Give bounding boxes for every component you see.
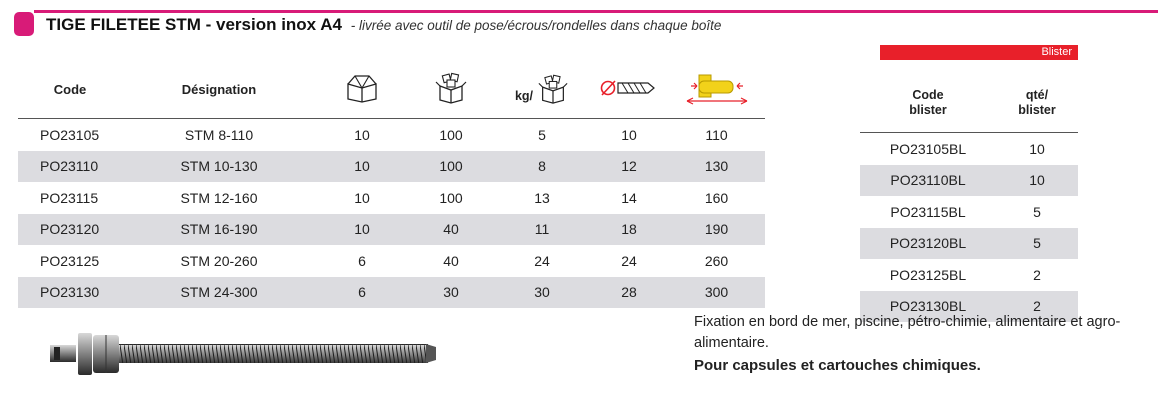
title-bar xyxy=(14,10,1158,38)
carton-icon xyxy=(434,72,468,104)
row-carton: 100 xyxy=(439,189,463,206)
blister-qty: 2 xyxy=(1033,266,1041,283)
row-designation: STM 8-110 xyxy=(184,126,254,143)
header-blister-code-line2: blister xyxy=(909,103,947,117)
row-carton: 30 xyxy=(408,277,494,309)
blister-row xyxy=(860,165,1078,197)
blister-row xyxy=(860,228,1078,260)
blister-code: PO23105BL xyxy=(889,140,967,157)
product-table xyxy=(18,60,765,308)
row-diameter: 14 xyxy=(621,189,637,206)
row-code: PO23120 xyxy=(18,214,122,246)
row-diameter: 12 xyxy=(590,151,668,183)
row-length: 110 xyxy=(705,126,728,143)
row-designation: STM 24-300 xyxy=(122,277,316,309)
row-code: PO23105 xyxy=(40,126,100,143)
row-diameter: 18 xyxy=(590,214,668,246)
blister-code: PO23130BL xyxy=(860,291,996,323)
page-title xyxy=(46,15,721,35)
row-designation: STM 12-160 xyxy=(180,189,258,206)
row-code: PO23125 xyxy=(40,252,100,269)
title-subtitle: - livrée avec outil de pose/écrous/rondelles dans chaque boîte xyxy=(350,18,722,33)
blister-table xyxy=(860,60,1078,322)
row-length: 190 xyxy=(668,214,765,246)
description-highlight: Pour capsules et cartouches chimiques. xyxy=(694,357,981,374)
description-text: Fixation en bord de mer, piscine, pétro-chimie, alimentaire et agro-alimentaire. xyxy=(694,314,1121,351)
header-carton xyxy=(408,60,494,119)
header-weight-per-carton xyxy=(494,60,590,119)
row-box: 10 xyxy=(354,189,370,206)
table-row xyxy=(18,182,765,214)
blister-header-row xyxy=(860,60,1078,133)
anchor-length-icon xyxy=(685,71,749,105)
row-designation: STM 20-260 xyxy=(180,252,258,269)
blister-code: PO23125BL xyxy=(889,266,967,283)
threaded-rod-image xyxy=(48,325,440,383)
kg-label: kg/ xyxy=(514,89,534,103)
title-accent-marker xyxy=(14,12,34,36)
drill-diameter-icon xyxy=(600,78,658,98)
table-row xyxy=(18,119,765,151)
row-designation: STM 16-190 xyxy=(122,214,316,246)
header-box xyxy=(316,60,408,119)
row-kg: 24 xyxy=(534,252,550,269)
table-row xyxy=(18,277,765,309)
blister-banner: Blister xyxy=(880,45,1078,60)
header-blister-qty-line1: qté/ xyxy=(1025,88,1049,102)
row-diameter: 28 xyxy=(590,277,668,309)
header-blister-qty xyxy=(996,60,1078,133)
table-row xyxy=(18,214,765,246)
header-anchor-length xyxy=(668,60,765,119)
row-kg: 5 xyxy=(538,126,546,143)
row-code: PO23110 xyxy=(18,151,122,183)
blister-row xyxy=(860,133,1078,165)
row-length: 300 xyxy=(668,277,765,309)
header-blister-qty-line2: blister xyxy=(1018,103,1056,117)
header-drill-diameter xyxy=(590,60,668,119)
header-designation: Désignation xyxy=(181,81,257,97)
blister-code: PO23115BL xyxy=(890,203,966,220)
title-main: TIGE FILETEE STM - version inox A4 xyxy=(46,15,342,34)
blister-qty: 2 xyxy=(996,291,1078,323)
table-header-row xyxy=(18,60,765,119)
blister-qty: 5 xyxy=(996,228,1078,260)
row-carton: 40 xyxy=(443,252,459,269)
row-carton: 40 xyxy=(408,214,494,246)
row-kg: 30 xyxy=(494,277,590,309)
blister-row xyxy=(860,259,1078,291)
title-underline xyxy=(34,10,1158,13)
row-kg: 11 xyxy=(494,214,590,246)
row-diameter: 10 xyxy=(621,126,637,143)
blister-qty: 10 xyxy=(996,165,1078,197)
row-length: 160 xyxy=(704,189,729,206)
row-box: 10 xyxy=(316,151,408,183)
row-code: PO23130 xyxy=(18,277,122,309)
row-box: 6 xyxy=(358,252,366,269)
blister-code: PO23120BL xyxy=(860,228,996,260)
row-kg: 13 xyxy=(534,189,550,206)
blister-row xyxy=(860,196,1078,228)
box-icon xyxy=(345,73,379,103)
header-code: Code xyxy=(53,81,87,97)
row-kg: 8 xyxy=(494,151,590,183)
row-carton: 100 xyxy=(439,126,463,143)
row-length: 130 xyxy=(668,151,765,183)
table-row xyxy=(18,245,765,277)
header-blister-code-line1: Code xyxy=(912,88,944,102)
weight-per-carton-icon xyxy=(537,73,569,105)
row-length: 260 xyxy=(704,252,729,269)
row-box: 6 xyxy=(316,277,408,309)
blister-qty: 10 xyxy=(1029,140,1045,157)
blister-code: PO23110BL xyxy=(860,165,996,197)
row-carton: 100 xyxy=(408,151,494,183)
row-code: PO23115 xyxy=(40,189,99,206)
row-box: 10 xyxy=(316,214,408,246)
product-description xyxy=(694,312,1154,376)
blister-qty: 5 xyxy=(1033,203,1041,220)
header-blister-code xyxy=(860,60,996,133)
row-box: 10 xyxy=(354,126,370,143)
table-row xyxy=(18,151,765,183)
row-designation: STM 10-130 xyxy=(122,151,316,183)
row-diameter: 24 xyxy=(621,252,637,269)
